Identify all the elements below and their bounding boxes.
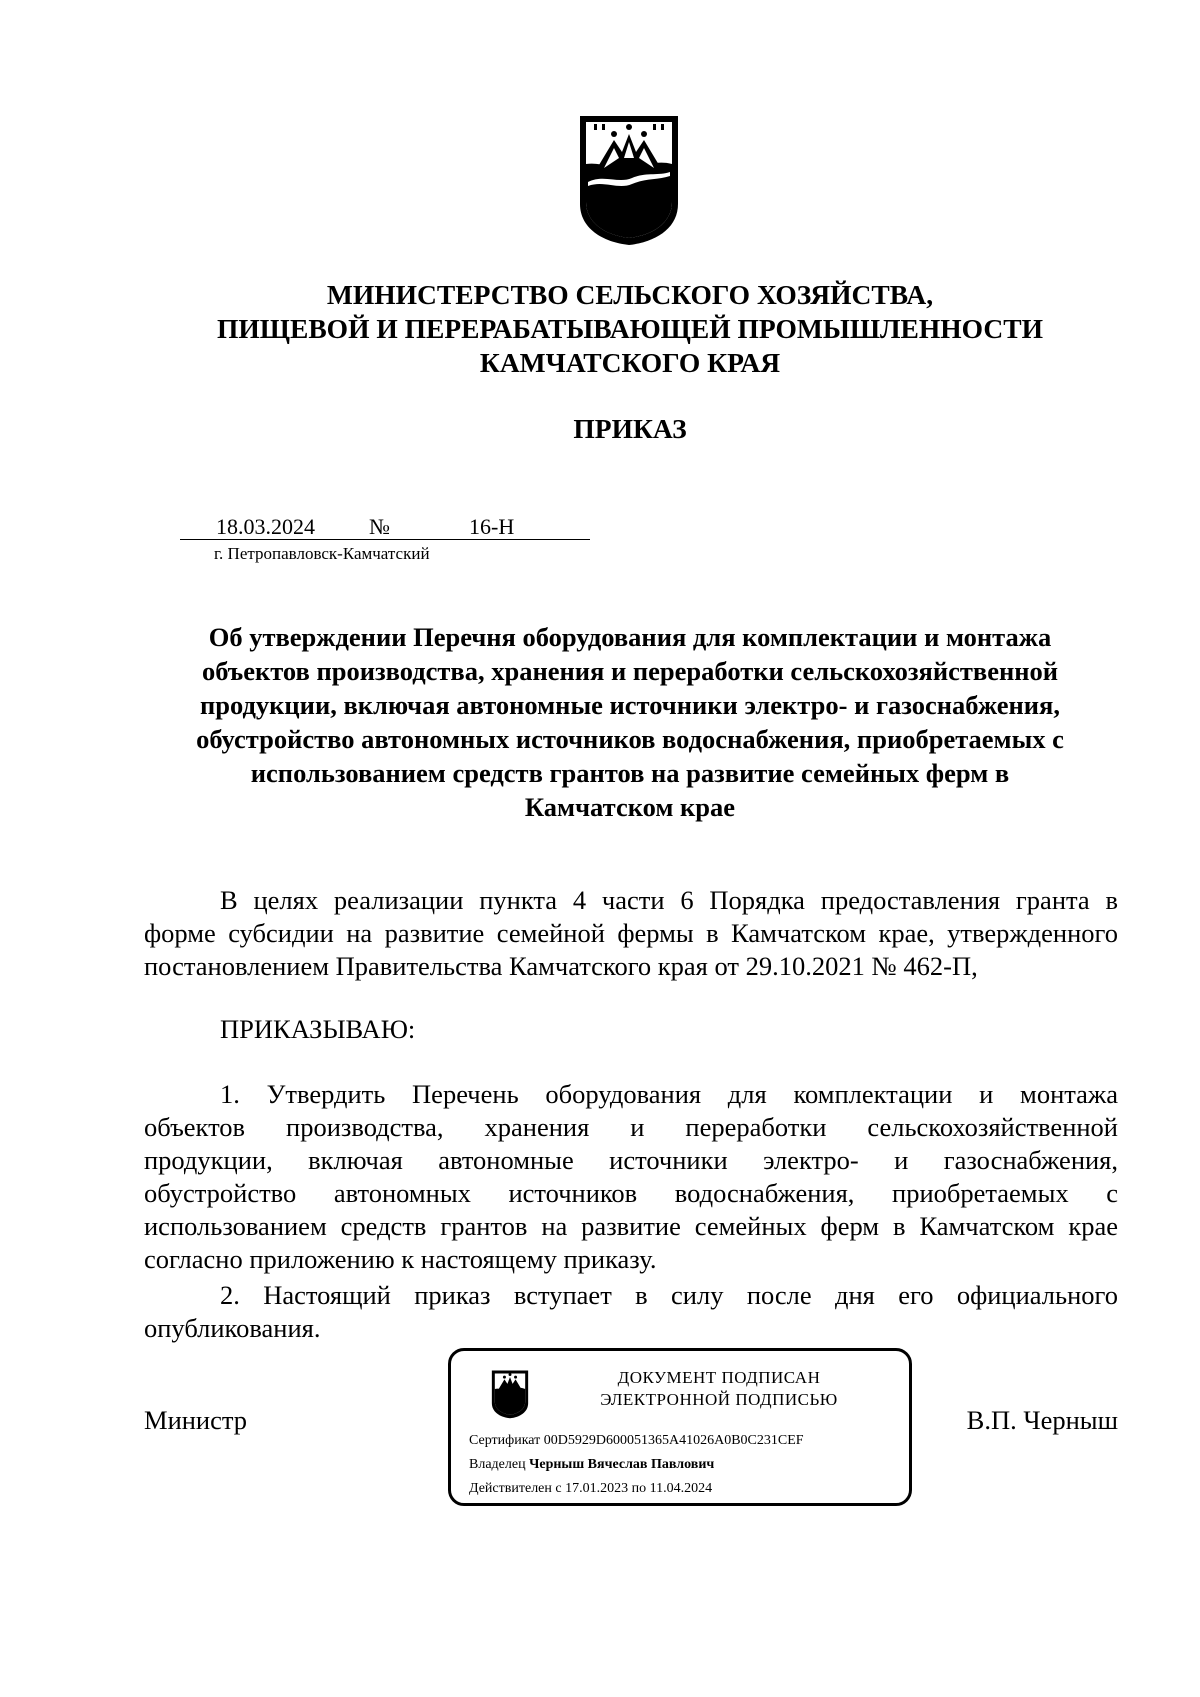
paragraph-line: объектов производства, хранения и переработки сельскохозяйственной [144,1112,1118,1142]
stamp-validity [469,1481,712,1497]
meta-underline [180,539,590,540]
document-date: 18.03.2024 [216,514,315,539]
signatory-position: Министр [144,1405,248,1435]
document-type: ПРИКАЗ [573,413,687,444]
paragraph-line: 2. Настоящий приказ вступает в силу после дня его официального [220,1280,1118,1310]
cert-value: 00D5929D600051365A41026A0B0C231CEF [543,1433,804,1448]
kamchatka-coat-of-arms-icon [489,1369,531,1419]
number-sign: № [369,514,390,539]
order-item-2 [144,1279,1118,1345]
stamp-title-line-1: ДОКУМЕНТ ПОДПИСАН [617,1368,821,1387]
stamp-certificate [469,1433,804,1449]
subject-line: продукции, включая автономные источники электро- и газоснабжения, [199,690,1061,720]
ministry-line-2: ПИЩЕВОЙ И ПЕРЕРАБАТЫВАЮЩЕЙ ПРОМЫШЛЕННОСТИ [217,313,1043,344]
subject-line: Камчатском крае [524,792,736,822]
subject-line: обустройство автономных источников водоснабжения, приобретаемых с [196,724,1064,754]
cert-label: Сертификат [469,1433,541,1448]
order-item-1 [144,1078,1118,1276]
document-subject [140,620,1120,824]
stamp-owner [469,1457,714,1473]
paragraph-line: 1. Утвердить Перечень оборудования для комплектации и монтажа [220,1079,1118,1109]
valid-label: Действителен с [469,1481,562,1496]
ministry-line-1: МИНИСТЕРСТВО СЕЛЬСКОГО ХОЗЯЙСТВА, [326,279,934,310]
owner-value: Черныш Вячеслав Павлович [529,1457,715,1472]
paragraph-line: продукции, включая автономные источники электро- и газоснабжения, [144,1145,1118,1175]
paragraph-line: использованием средств грантов на развитие семейных ферм в Камчатском крае [144,1211,1118,1241]
valid-from: 17.01.2023 [565,1481,629,1496]
subject-line: объектов производства, хранения и переработки сельскохозяйственной [201,656,1059,686]
valid-to-label: по [631,1481,647,1496]
paragraph-line: В целях реализации пункта 4 части 6 Порядка предоставления гранта в [220,885,1118,915]
document-number: 16-Н [469,514,515,539]
stamp-title-line-2: ЭЛЕКТРОННОЙ ПОДПИСЬЮ [600,1390,838,1409]
paragraph-line: обустройство автономных источников водоснабжения, приобретаемых с [144,1178,1118,1208]
stamp-title [543,1367,895,1411]
order-word: ПРИКАЗЫВАЮ: [220,1014,416,1044]
document-city: г. Петропавловск-Камчатский [214,544,430,563]
e-signature-stamp [448,1348,912,1506]
paragraph-line: опубликования. [144,1313,321,1343]
paragraph-line: постановлением Правительства Камчатского края от 29.10.2021 № 462-П, [144,951,978,981]
valid-to: 11.04.2024 [649,1481,713,1496]
preamble-paragraph [144,884,1118,983]
ministry-name [150,278,1110,380]
signatory-name: В.П. Черныш [966,1405,1118,1435]
paragraph-line: согласно приложению к настоящему приказу. [144,1244,657,1274]
kamchatka-coat-of-arms-icon [574,112,684,247]
ministry-line-3: КАМЧАТСКОГО КРАЯ [479,347,781,378]
owner-label: Владелец [469,1457,526,1472]
document-meta [180,514,590,542]
subject-line: Об утверждении Перечня оборудования для комплектации и монтажа [208,622,1052,652]
subject-line: использованием средств грантов на развитие семейных ферм в [250,758,1010,788]
paragraph-line: форме субсидии на развитие семейной фермы в Камчатском крае, утвержденного [144,918,1118,948]
